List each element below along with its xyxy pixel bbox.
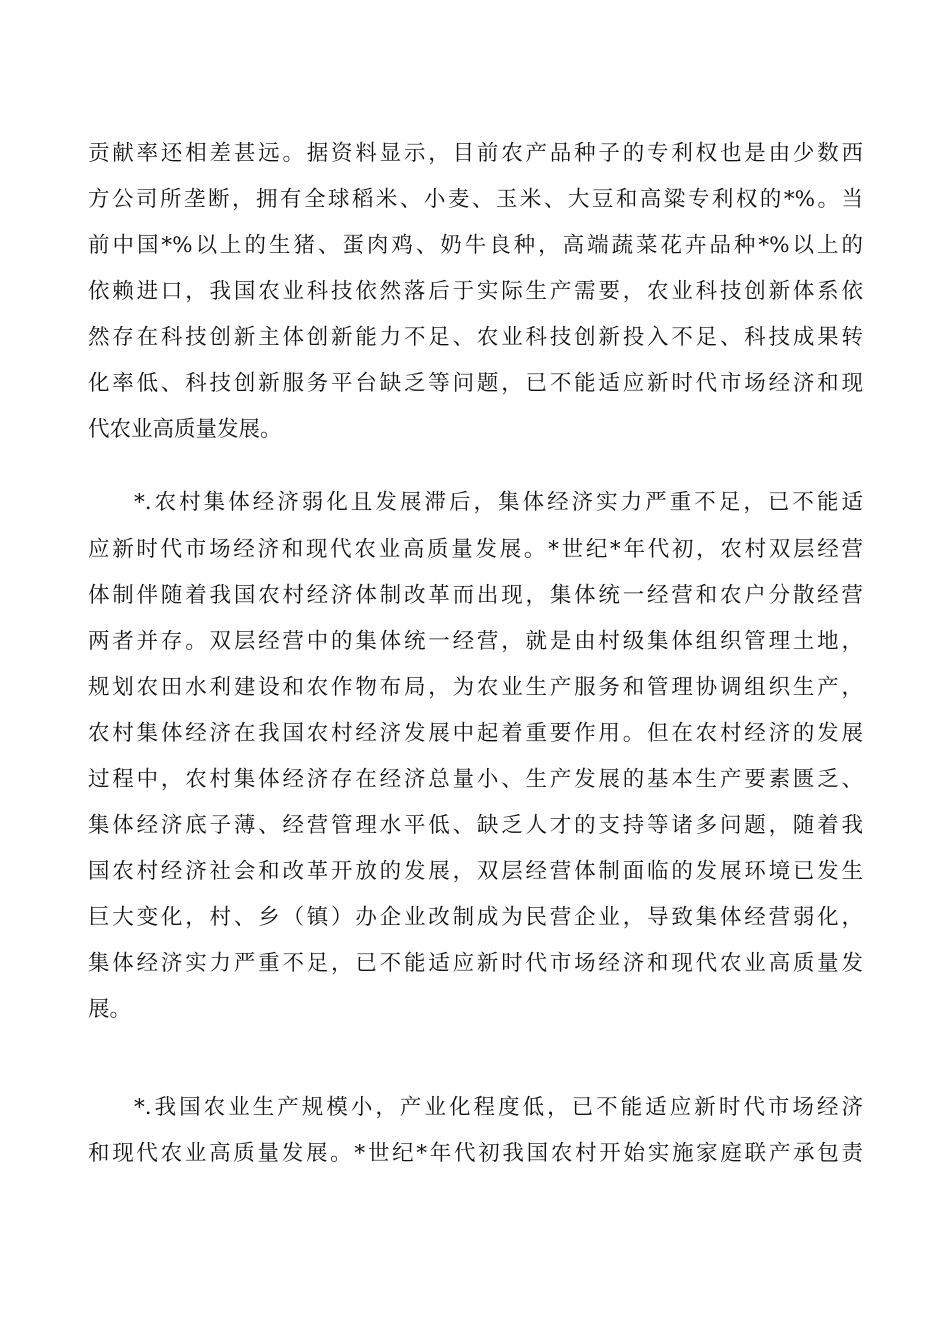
text-line: 集体经济实力严重不足，已不能适应新时代市场经济和现代农业高质量发 [88,951,863,976]
text-line: 体制伴随着我国农村经济体制改革而出现，集体统一经营和农户分散经营 [88,583,863,608]
text-line: 依赖进口，我国农业科技依然落后于实际生产需要，农业科技创新体系依 [88,279,863,304]
text-line: 规划农田水利建设和农作物布局，为农业生产服务和管理协调组织生产， [88,675,863,700]
text-line: 前中国*%以上的生猪、蛋肉鸡、奶牛良种，高端蔬菜花卉品种*%以上的 [88,233,863,258]
text-line: 和现代农业高质量发展。*世纪*年代初我国农村开始实施家庭联产承包责 [88,1141,863,1166]
text-line: 国农村经济社会和改革开放的发展，双层经营体制面临的发展环境已发生 [88,859,863,884]
text-line: 代农业高质量发展。 [88,417,282,442]
text-line: 过程中，农村集体经济存在经济总量小、生产发展的基本生产要素匮乏、 [88,767,863,792]
text-line: 集体经济底子薄、经营管理水平低、缺乏人才的支持等诸多问题，随着我 [88,813,863,838]
text-line: 贡献率还相差甚远。据资料显示，目前农产品种子的专利权也是由少数西 [88,141,863,166]
text-line: 两者并存。双层经营中的集体统一经营，就是由村级集体组织管理土地， [88,629,863,654]
paragraph-start-line: *.农村集体经济弱化且发展滞后，集体经济实力严重不足，已不能适 [134,490,863,515]
text-line: 应新时代市场经济和现代农业高质量发展。*世纪*年代初，农村双层经营 [88,537,863,562]
text-line: 农村集体经济在我国农村经济发展中起着重要作用。但在农村经济的发展 [88,721,863,746]
text-line: 展。 [88,997,132,1022]
text-line: 方公司所垄断，拥有全球稻米、小麦、玉米、大豆和高粱专利权的*%。当 [88,187,863,212]
text-line: 化率低、科技创新服务平台缺乏等问题，已不能适应新时代市场经济和现 [88,371,863,396]
paragraph-start-line: *.我国农业生产规模小，产业化程度低，已不能适应新时代市场经济 [134,1095,863,1120]
text-line: 巨大变化，村、乡（镇）办企业改制成为民营企业，导致集体经营弱化， [88,905,863,930]
text-line: 然存在科技创新主体创新能力不足、农业科技创新投入不足、科技成果转 [88,325,863,350]
